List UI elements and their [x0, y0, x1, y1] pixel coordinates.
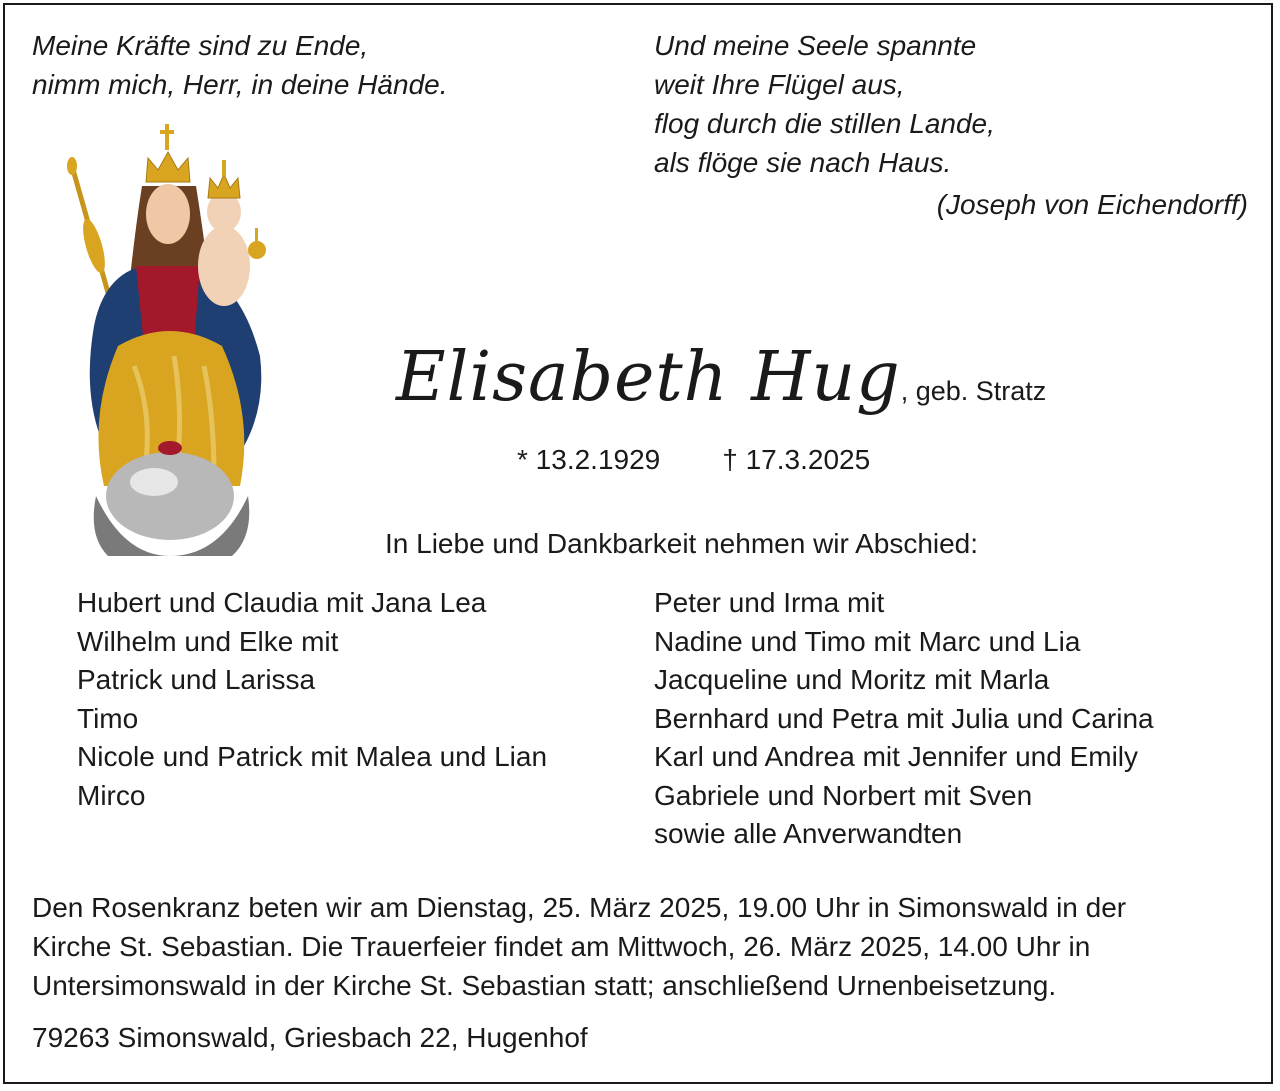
- mourners-right-column: [654, 584, 1154, 854]
- mourner-line: Peter und Irma mit: [654, 587, 885, 618]
- mourner-line: Hubert und Claudia mit Jana Lea: [77, 587, 487, 618]
- verse-line: Und meine Seele spannte: [654, 30, 977, 61]
- mourner-line: Nadine und Timo mit Marc und Lia: [654, 625, 1081, 657]
- madonna-statue-icon: [64, 116, 276, 564]
- life-dates: [517, 444, 870, 476]
- mourner-line: Mirco: [77, 779, 146, 811]
- verse-line: weit Ihre Flügel aus,: [654, 69, 905, 100]
- mourner-line: Bernhard und Petra mit Julia und Carina: [654, 702, 1154, 734]
- mourner-line: Jacqueline und Moritz mit Marla: [654, 664, 1050, 695]
- verse-author: (Joseph von Eichendorff): [936, 189, 1248, 220]
- mourner-line: Gabriele und Norbert mit Sven: [654, 779, 1033, 811]
- service-line: Kirche St. Sebastian. Die Trauerfeier findet am Mittwoch, 26. März 2025, 14.00 Uhr in: [32, 931, 1091, 962]
- mourner-line: Patrick und Larissa: [77, 664, 316, 695]
- mourner-line: sowie alle Anverwandten: [654, 818, 963, 849]
- verse-right: [654, 26, 995, 182]
- mourner-line: Karl und Andrea mit Jennifer und Emily: [654, 741, 1139, 772]
- service-details: [32, 888, 1250, 1005]
- farewell-intro: In Liebe und Dankbarkeit nehmen wir Abschied:: [385, 528, 979, 559]
- mourner-line: Wilhelm und Elke mit: [77, 625, 339, 657]
- verse-line: als flöge sie nach Haus.: [654, 147, 952, 178]
- service-line: Untersimonswald in der Kirche St. Sebastian statt; anschließend Urnenbeisetzung.: [32, 970, 1057, 1001]
- verse-line: Meine Kräfte sind zu Ende,: [32, 30, 369, 61]
- death-date: † 17.3.2025: [722, 444, 871, 475]
- deceased-name: Elisabeth Hug: [396, 338, 901, 417]
- verse-line: flog durch die stillen Lande,: [654, 108, 995, 139]
- mourners-left-column: [77, 584, 547, 815]
- maiden-name: , geb. Stratz: [900, 376, 1047, 406]
- deceased-name-line: [396, 338, 1046, 417]
- service-line: Den Rosenkranz beten wir am Dienstag, 25. März 2025, 19.00 Uhr in Simonswald in der: [32, 892, 1127, 923]
- verse-left: [32, 26, 448, 104]
- mourner-line: Timo: [77, 702, 139, 734]
- verse-line: nimm mich, Herr, in deine Hände.: [32, 69, 448, 100]
- birth-date: * 13.2.1929: [517, 444, 661, 475]
- mourner-line: Nicole und Patrick mit Malea und Lian: [77, 741, 548, 772]
- family-address: 79263 Simonswald, Griesbach 22, Hugenhof: [32, 1022, 588, 1053]
